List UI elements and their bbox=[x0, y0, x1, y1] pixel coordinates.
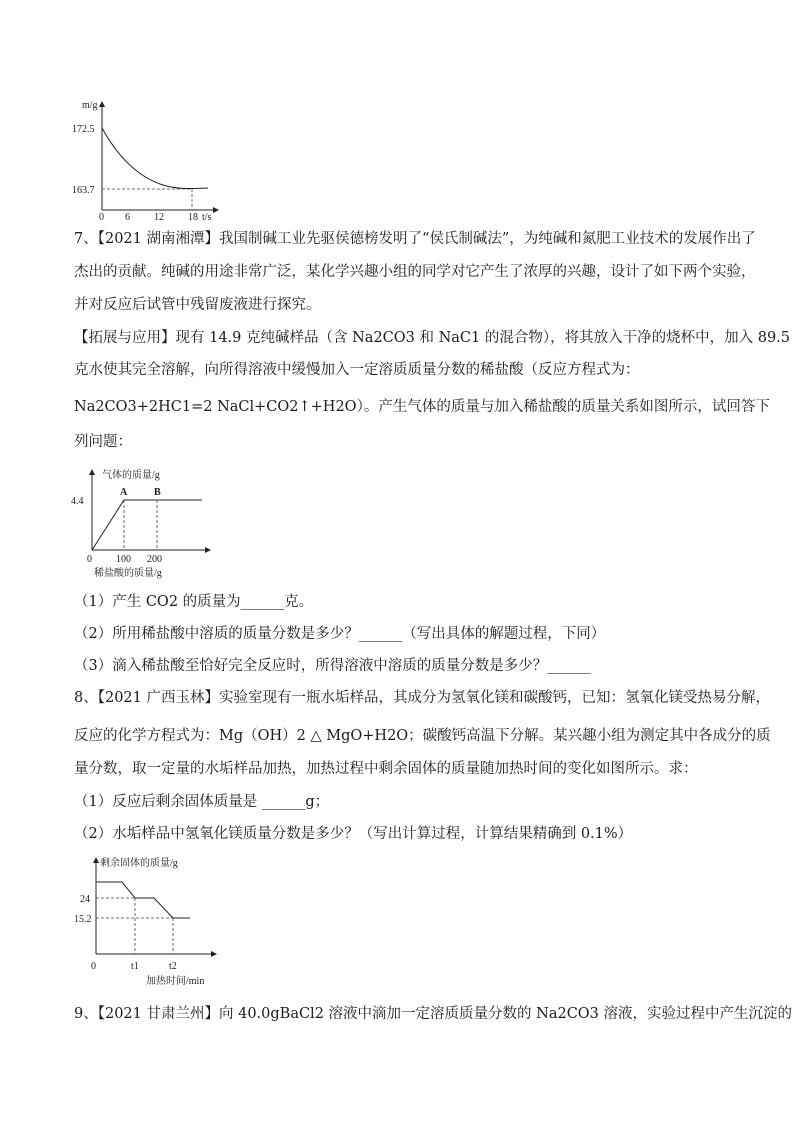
y-tick-163.7: 163.7 bbox=[72, 185, 95, 196]
y-tick-24: 24 bbox=[80, 894, 90, 905]
q7-line-7: 列问题： bbox=[74, 434, 132, 450]
series-curve bbox=[102, 128, 208, 189]
q8-sub-1: （1）反应后剩余固体质量是 ______g； bbox=[74, 794, 330, 810]
x-tick-t1: t1 bbox=[131, 961, 139, 972]
x-tick-100: 100 bbox=[116, 554, 131, 565]
y-tick-4.4: 4.4 bbox=[71, 496, 84, 507]
x-tick-0: 0 bbox=[99, 212, 104, 222]
point-a-label: A bbox=[120, 487, 128, 498]
q7-sub-2: （2）所用稀盐酸中溶质的质量分数是多少？______（写出具体的解题过程，下同） bbox=[74, 626, 606, 642]
x-tick-t2: t2 bbox=[169, 961, 177, 972]
x-axis-label: t/s bbox=[202, 212, 212, 222]
series-line bbox=[92, 500, 202, 550]
series-line bbox=[96, 882, 190, 918]
point-b-label: B bbox=[154, 487, 161, 498]
x-axis-label: 稀盐酸的质量/g bbox=[94, 568, 162, 579]
y-tick-172.5: 172.5 bbox=[72, 124, 95, 135]
x-tick-0: 0 bbox=[91, 961, 96, 972]
q8-equation-line: 反应的化学方程式为：Mg（OH）2 △ MgO+H2O；碳酸钙高温下分解。某兴趣小组为测定其中各成分的质 bbox=[74, 728, 771, 744]
x-tick-12: 12 bbox=[154, 212, 164, 222]
y-axis-label: m/g bbox=[82, 100, 98, 111]
q8-sub-2: （2）水垢样品中氢氧化镁质量分数是多少？（写出计算过程，计算结果精确到 0.1%） bbox=[74, 826, 633, 842]
q7-line-5: 克水使其完全溶解，向所得溶液中缓慢加入一定溶质质量分数的稀盐酸（反应方程式为： bbox=[74, 362, 640, 378]
q8-line-1: 8、【2021 广西玉林】实验室现有一瓶水垢样品，其成分为氢氧化镁和碳酸钙，已知：氢氧化镁受热易分解， bbox=[74, 690, 770, 706]
chart-solid-vs-heating-time bbox=[74, 852, 224, 990]
q7-line-3: 并对反应后试管中残留废液进行探究。 bbox=[74, 297, 321, 313]
x-tick-0: 0 bbox=[87, 554, 92, 565]
x-tick-200: 200 bbox=[147, 554, 162, 565]
q7-sub-1: （1）产生 CO2 的质量为______克。 bbox=[74, 594, 314, 610]
q7-line-1: 7、【2021 湖南湘潭】我国制碱工业先驱侯德榜发明了“侯氏制碱法”，为纯碱和氮肥工业技术的发展作出了 bbox=[74, 231, 756, 247]
chart-mass-vs-time bbox=[68, 92, 228, 222]
q7-line-2: 杰出的贡献。纯碱的用途非常广泛，某化学兴趣小组的同学对它产生了浓厚的兴趣，设计了如下两个实验， bbox=[74, 264, 756, 280]
q7-sub-3: （3）滴入稀盐酸至恰好完全反应时，所得溶液中溶质的质量分数是多少？______ bbox=[74, 658, 591, 674]
x-tick-18: 18 bbox=[188, 212, 198, 222]
y-axis-label: 气体的质量/g bbox=[102, 470, 160, 481]
x-axis-label: 加热时间/min bbox=[146, 976, 205, 987]
chart-gas-vs-acid bbox=[68, 464, 218, 582]
q8-line-3: 量分数，取一定量的水垢样品加热，加热过程中剩余固体的质量随加热时间的变化如图所示。求： bbox=[74, 761, 698, 777]
q9-line-1: 9、【2021 甘肃兰州】向 40.0gBaCl2 溶液中滴加一定溶质质量分数的 Na2CO3 溶液，实验过程中产生沉淀的 bbox=[74, 1006, 793, 1022]
q7-line-4: 【拓展与应用】现有 14.9 克纯碱样品（含 Na2CO3 和 NaC1 的混合物），将其放入干净的烧杯中，加入 89.5 bbox=[74, 330, 790, 346]
y-tick-15.2: 15.2 bbox=[74, 914, 92, 925]
q7-equation-line: Na2CO3+2HC1=2 NaCl+CO2↑+H2O）。产生气体的质量与加入稀盐酸的质量关系如图所示，试回答下 bbox=[74, 399, 770, 415]
y-axis-label: 剩余固体的质量/g bbox=[100, 858, 178, 869]
x-tick-6: 6 bbox=[125, 212, 130, 222]
